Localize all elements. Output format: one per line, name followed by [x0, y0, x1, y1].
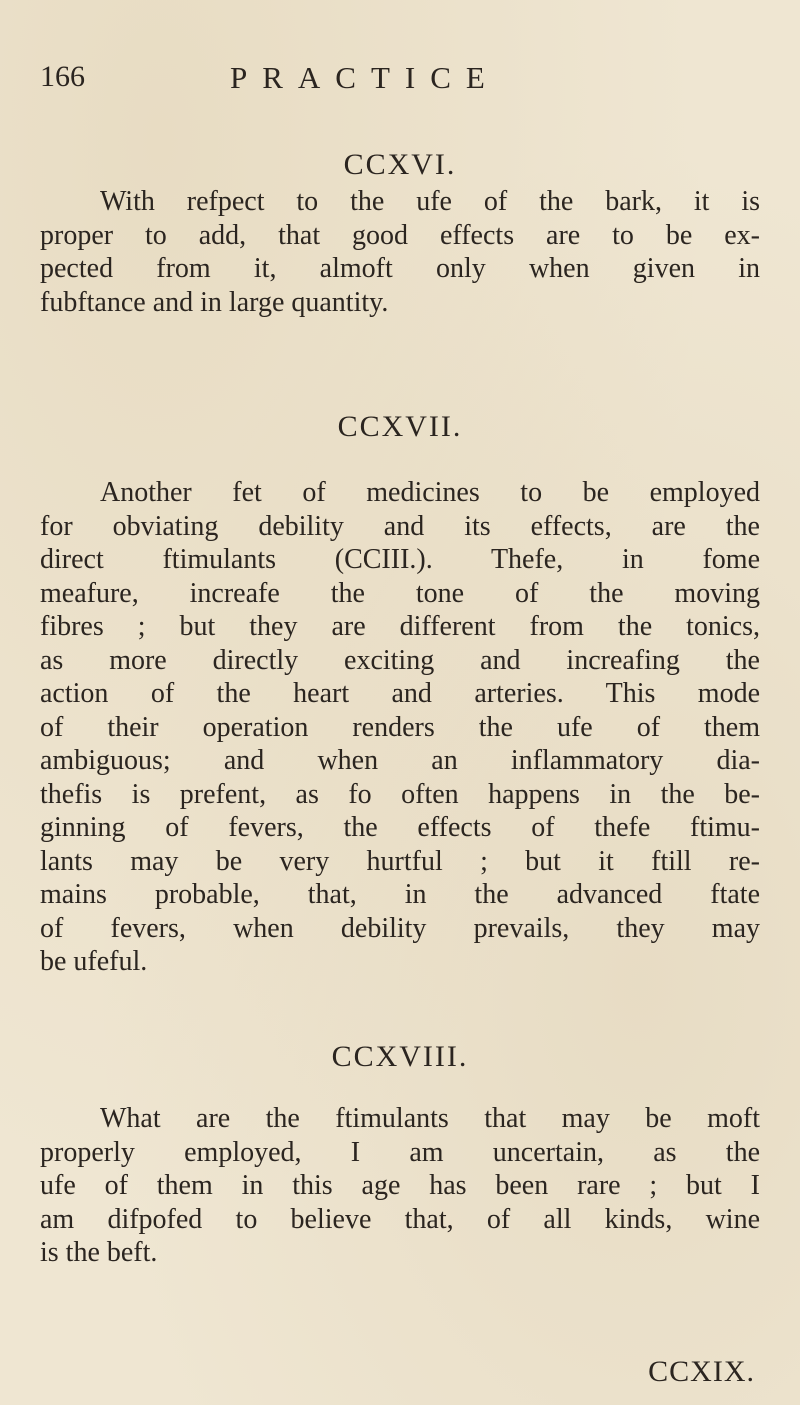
text-line: Another fet of medicines to be employed: [100, 477, 760, 508]
text-line: properly employed, I am uncertain, as the: [40, 1136, 760, 1168]
text-line: ambiguous; and when an inflammatory dia-: [40, 745, 760, 776]
text-line: mains probable, that, in the advanced ftate: [40, 879, 760, 910]
text-line: meafure, increafe the tone of the moving: [40, 577, 760, 609]
catchword: CCXIX.: [648, 1355, 755, 1388]
text-line: direct ftimulants (CCIII.). Thefe, in fome: [40, 544, 760, 575]
paragraph-ccxvi: [40, 185, 760, 319]
text-line: proper to add, that good effects are to be ex-: [40, 219, 760, 251]
section-heading-ccxvi: CCXVI.: [343, 148, 457, 181]
section-heading-ccxviii: CCXVIII.: [331, 1040, 469, 1073]
text-line: is the beft.: [40, 1237, 158, 1268]
section-heading-ccxvii: CCXVII.: [337, 410, 463, 443]
text-line: for obviating debility and its effects, are the: [40, 510, 760, 542]
text-line: lants may be very hurtful ; but it ftill re-: [40, 845, 760, 877]
page-number: 166: [40, 60, 85, 93]
text-line: of fevers, when debility prevails, they may: [40, 912, 760, 944]
text-line: as more directly exciting and increafing the: [40, 644, 760, 676]
text-line: fibres ; but they are different from the tonics,: [40, 611, 760, 642]
text-line: ginning of fevers, the effects of thefe ftimu-: [40, 812, 760, 843]
text-line: What are the ftimulants that may be moft: [100, 1103, 760, 1134]
text-line: thefis is prefent, as fo often happens in the be-: [40, 778, 760, 810]
text-line: action of the heart and arteries. This mode: [40, 678, 760, 709]
text-line: With refpect to the ufe of the bark, it is: [100, 186, 760, 217]
text-line: of their operation renders the ufe of them: [40, 711, 760, 743]
text-line: ufe of them in this age has been rare ; but I: [40, 1170, 760, 1201]
running-head: [40, 60, 760, 100]
text-line: pected from it, almoft only when given in: [40, 253, 760, 284]
paragraph-ccxviii: [40, 1102, 760, 1270]
running-title: PRACTICE: [230, 60, 500, 95]
text-line: fubftance and in large quantity.: [40, 286, 389, 318]
text-line: be ufeful.: [40, 946, 148, 977]
paragraph-ccxvii: [40, 476, 760, 979]
text-line: am difpofed to believe that, of all kinds, wine: [40, 1203, 760, 1235]
